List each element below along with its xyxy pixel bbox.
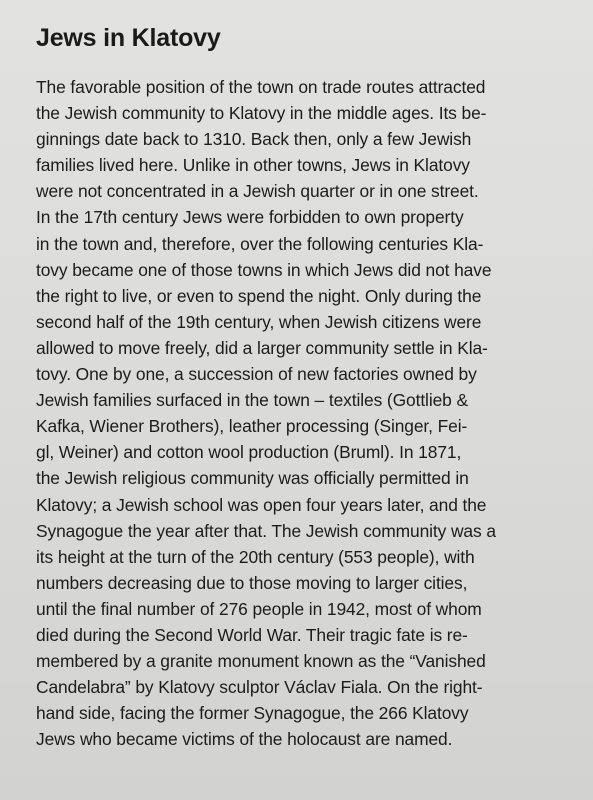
text-line: gl, Weiner) and cotton wool production (Bruml). In 1871, bbox=[36, 442, 462, 463]
text-line: the Jewish community to Klatovy in the middle ages. Its be- bbox=[36, 103, 487, 124]
text-line: were not concentrated in a Jewish quarter or in one street. bbox=[36, 181, 479, 202]
text-line: its height at the turn of the 20th century (553 people), with bbox=[36, 546, 475, 567]
sign-body-text bbox=[36, 74, 593, 752]
text-line: Jews who became victims of the holocaust are named. bbox=[36, 729, 453, 750]
text-line: second half of the 19th century, when Jewish citizens were bbox=[36, 311, 482, 332]
text-line: Synagogue the year after that. The Jewish community was a bbox=[36, 520, 496, 541]
text-line: until the final number of 276 people in 1942, most of whom bbox=[36, 598, 482, 619]
text-line: the right to live, or even to spend the night. Only during the bbox=[36, 285, 482, 306]
text-line: membered by a granite monument known as the “Vanished bbox=[36, 651, 486, 672]
text-line: tovy became one of those towns in which Jews did not have bbox=[36, 259, 492, 280]
text-line: in the town and, therefore, over the following centuries Kla- bbox=[36, 233, 484, 254]
text-line: allowed to move freely, did a larger community settle in Kla- bbox=[36, 337, 488, 358]
text-line: hand side, facing the former Synagogue, the 266 Klatovy bbox=[36, 703, 469, 724]
text-line: In the 17th century Jews were forbidden to own property bbox=[36, 207, 464, 228]
text-line: tovy. One by one, a succession of new factories owned by bbox=[36, 364, 477, 385]
text-line: the Jewish religious community was officially permitted in bbox=[36, 468, 469, 489]
text-line: numbers decreasing due to those moving to larger cities, bbox=[36, 572, 468, 593]
sign-title: Jews in Klatovy bbox=[36, 24, 221, 52]
text-line: families lived here. Unlike in other towns, Jews in Klatovy bbox=[36, 155, 470, 176]
text-line: Jewish families surfaced in the town – textiles (Gottlieb & bbox=[36, 390, 468, 411]
text-line: ginnings date back to 1310. Back then, only a few Jewish bbox=[36, 129, 472, 150]
text-line: died during the Second World War. Their tragic fate is re- bbox=[36, 624, 468, 645]
text-line: Candelabra” by Klatovy sculptor Václav Fiala. On the right- bbox=[36, 677, 483, 698]
text-line: Kafka, Wiener Brothers), leather processing (Singer, Fei- bbox=[36, 416, 468, 437]
text-line: The favorable position of the town on trade routes attracted bbox=[36, 77, 486, 97]
text-line: Klatovy; a Jewish school was open four years later, and the bbox=[36, 494, 487, 515]
